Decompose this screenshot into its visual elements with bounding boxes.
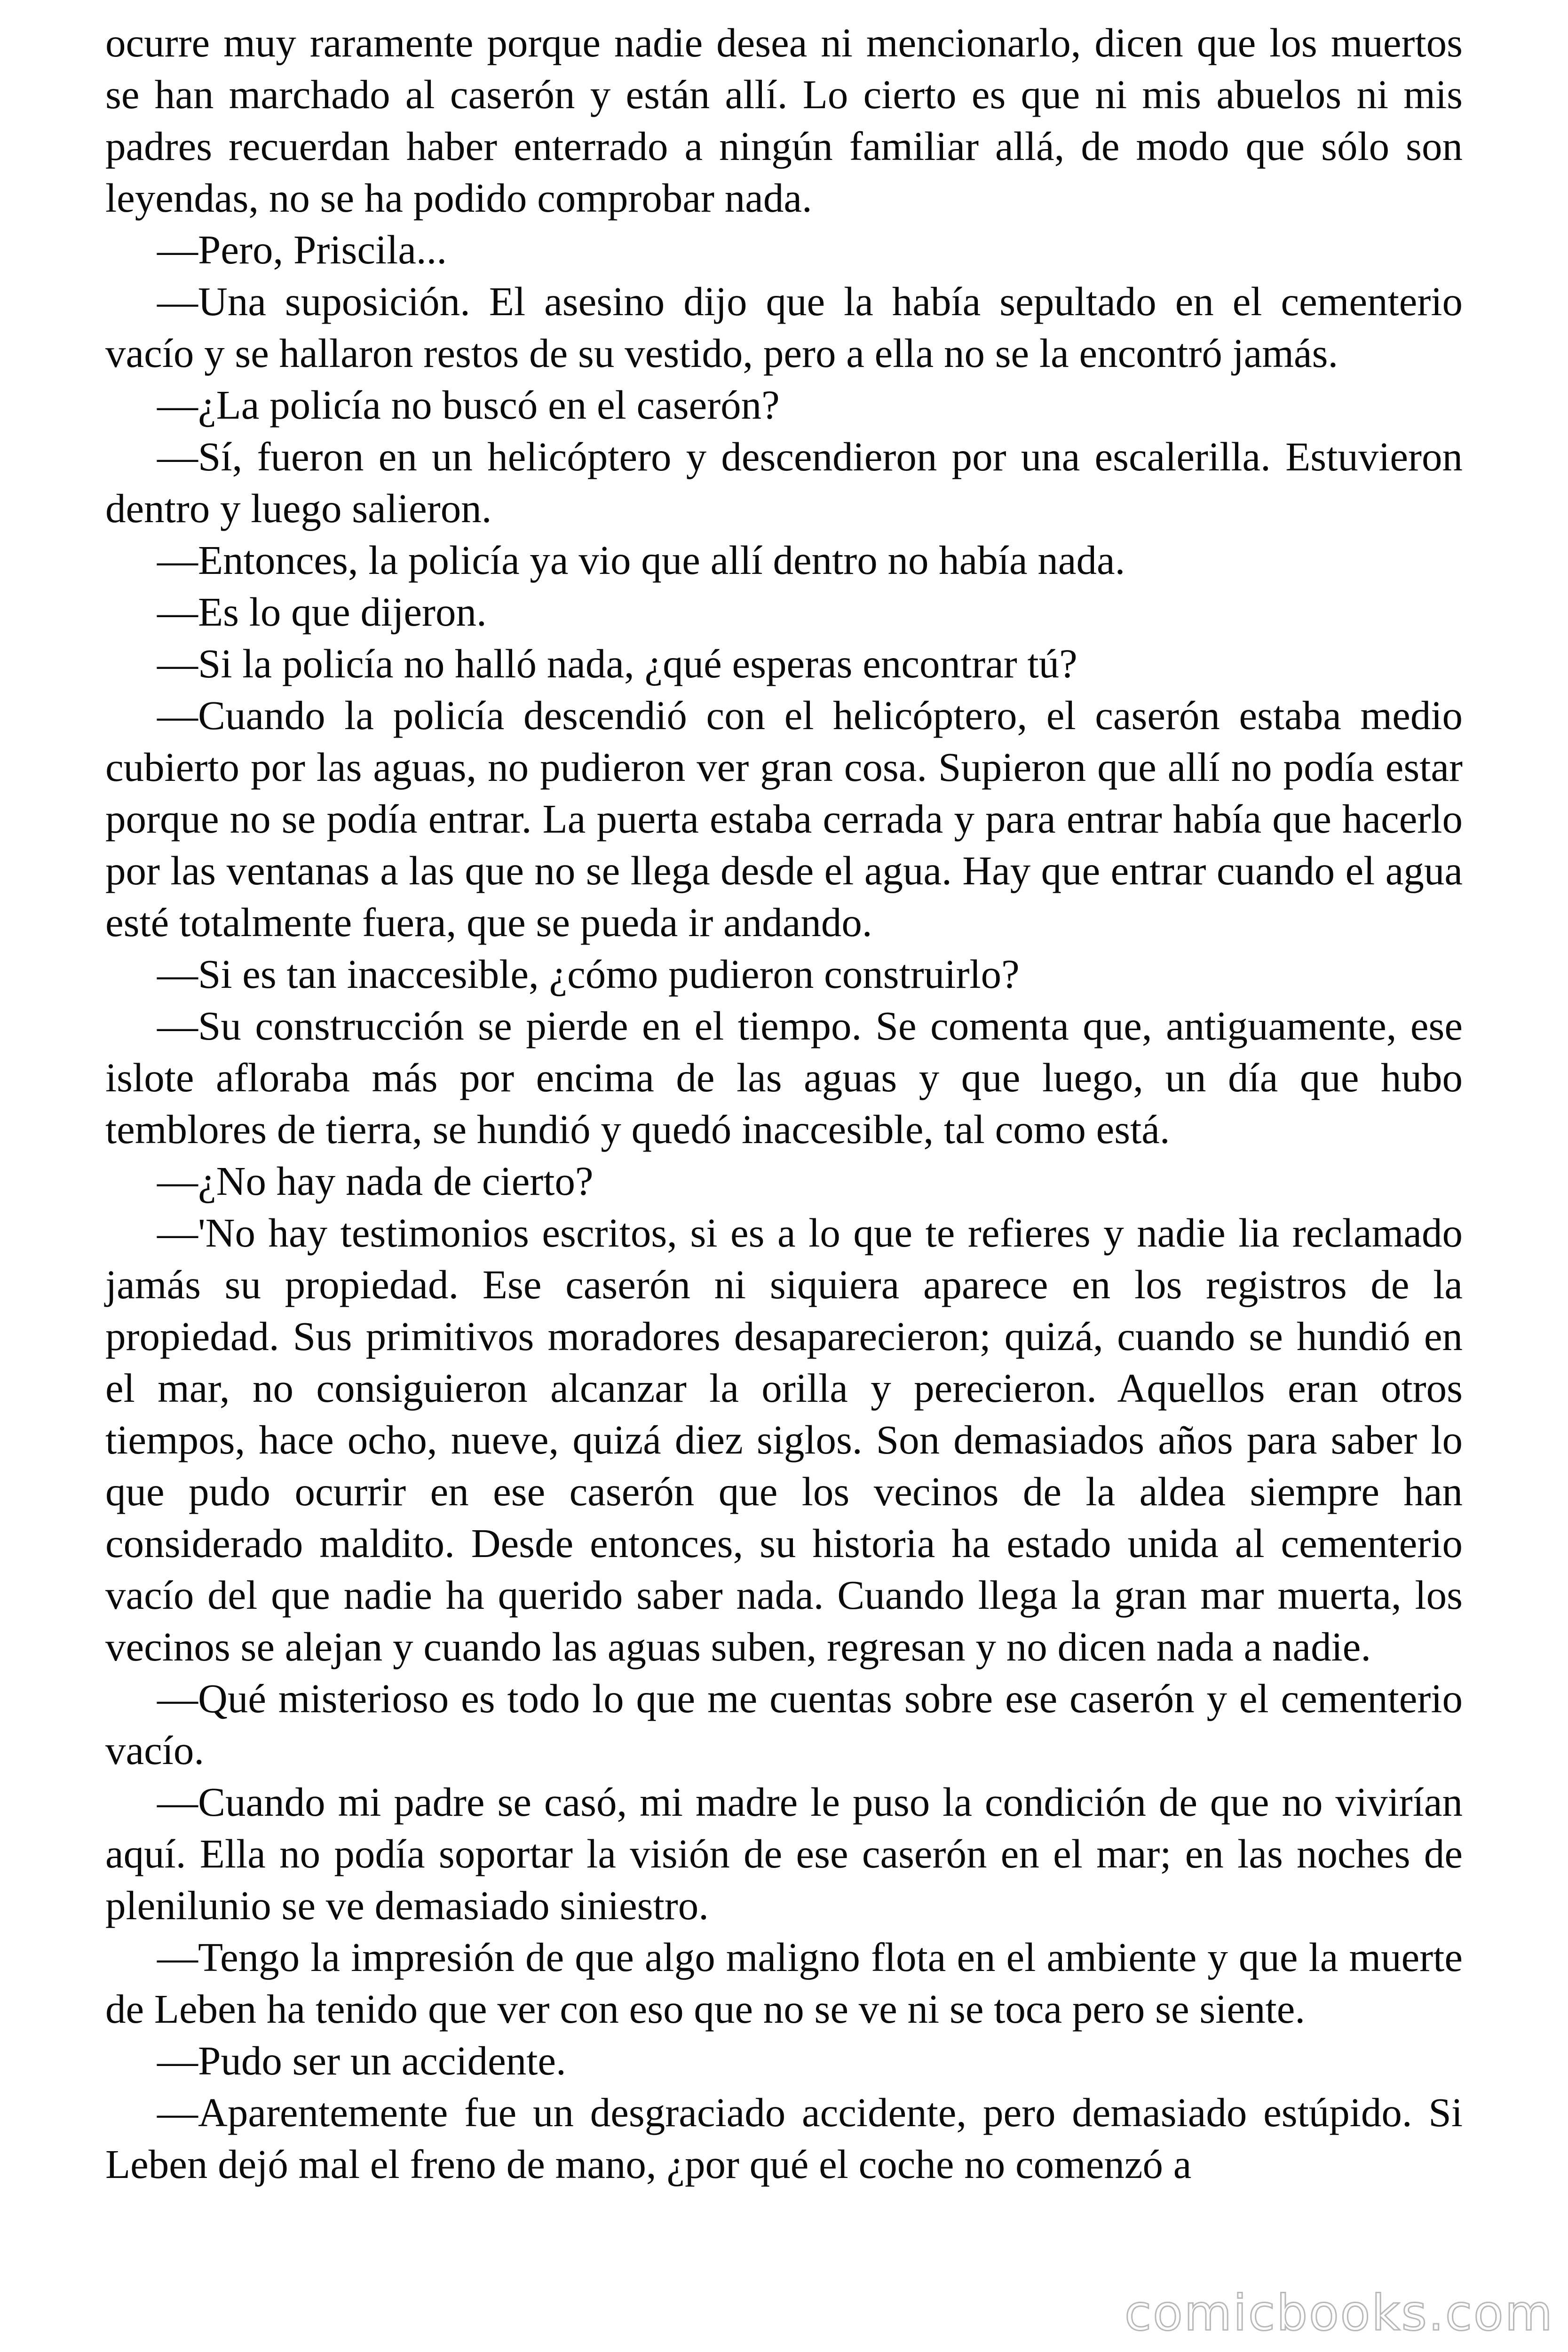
paragraph-11: —Su construcción se pierde en el tiempo. Se comenta que, antiguamente, ese islote afloraba más por encima de las aguas y que luego, un día que hubo temblores de tierra, se hundió y quedó inaccesible, tal como está. [105,1003,1463,1152]
paragraph-16: —Tengo la impresión de que algo maligno flota en el ambiente y que la muerte de Leben ha tenido que ver con eso que no se ve ni se toca pero se siente. [105,1934,1463,2032]
watermark-logo: comicbooks.com [1124,2284,1554,2342]
paragraph-1: ocurre muy raramente porque nadie desea ni mencionarlo, dicen que los muertos se han marchado al caserón y están allí. Lo cierto es que ni mis abuelos ni mis padres recuerdan haber enterrado a ningún familiar allá, de modo que sólo son leyendas, no se ha podido comprobar nada. [105,20,1463,221]
paragraph-12: —¿No hay nada de cierto? [157,1158,594,1204]
paragraph-6: —Entonces, la policía ya vio que allí dentro no había nada. [157,537,1125,583]
paragraph-7: —Es lo que dijeron. [157,589,487,635]
paragraph-4: —¿La policía no buscó en el caserón? [157,382,780,428]
paragraph-14: —Qué misterioso es todo lo que me cuentas sobre ese caserón y el cementerio vacío. [105,1676,1463,1773]
paragraph-10: —Si es tan inaccesible, ¿cómo pudieron construirlo? [157,951,1020,997]
paragraph-2: —Pero, Priscila... [157,227,447,272]
paragraph-17: —Pudo ser un accidente. [157,2038,566,2083]
paragraph-13: —'No hay testimonios escritos, si es a lo que te refieres y nadie lia reclamado jamás su propiedad. Ese caserón ni siquiera aparece en los registros de la propiedad. Sus primitivos moradores desaparecieron; quizá, cuando se hundió en el mar, no consiguieron alcanzar la orilla y perecieron. Aquellos eran otros tiempos, hace ocho, nueve, quizá diez siglos. Son demasiados años para saber lo que pudo ocurrir en ese caserón que los vecinos de la aldea siempre han considerado maldito. Desde entonces, su historia ha estado unida al cementerio vacío del que nadie ha querido saber nada. Cuando llega la gran mar muerta, los vecinos se alejan y cuando las aguas suben, regresan y no dicen nada a nadie. [105,1210,1463,1669]
book-page [105,17,1463,2322]
paragraph-5: —Sí, fueron en un helicóptero y descendieron por una escalerilla. Estuvieron dentro y luego salieron. [105,434,1463,531]
paragraph-18: —Aparentemente fue un desgraciado accidente, pero demasiado estúpido. Si Leben dejó mal el freno de mano, ¿por qué el coche no comenzó a [105,2090,1463,2187]
paragraph-8: —Si la policía no halló nada, ¿qué esperas encontrar tú? [157,641,1077,686]
paragraph-9: —Cuando la policía descendió con el helicóptero, el caserón estaba medio cubierto por las aguas, no pudieron ver gran cosa. Supieron que allí no podía estar porque no se podía entrar. La puerta estaba cerrada y para entrar había que hacerlo por las ventanas a las que no se llega desde el agua. Hay que entrar cuando el agua esté totalmente fuera, que se pueda ir andando. [105,692,1463,945]
paragraph-3: —Una suposición. El asesino dijo que la había sepultado en el cementerio vacío y se hallaron restos de su vestido, pero a ella no se la encontró jamás. [105,278,1463,376]
paragraph-15: —Cuando mi padre se casó, mi madre le puso la condición de que no vivirían aquí. Ella no podía soportar la visión de ese caserón en el mar; en las noches de plenilunio se ve demasiado siniestro. [105,1779,1463,1928]
